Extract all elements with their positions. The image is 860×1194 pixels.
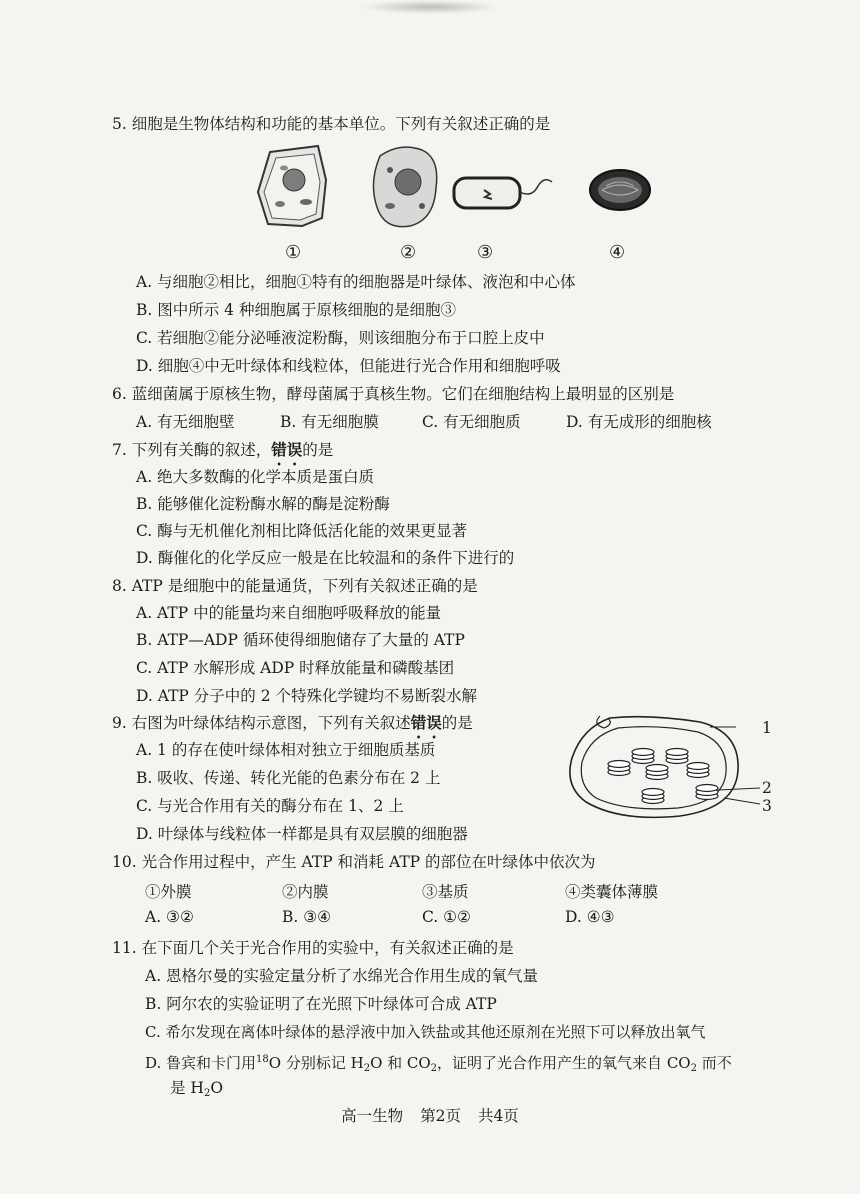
footer-total: 共4页 — [477, 1107, 519, 1125]
q6-stem: 6. 蓝细菌属于原核生物，酵母菌属于真核生物。它们在细胞结构上最明显的区别是 — [112, 385, 675, 403]
q7-emphasis: 错误 — [271, 440, 303, 459]
q11-option-c: C. 希尔发现在离体叶绿体的悬浮液中加入铁盐或其他还原剂在光照下可以释放出氧气 — [145, 1023, 706, 1041]
q7-option-d: D. 酶催化的化学反应一般是在比较温和的条件下进行的 — [136, 549, 515, 567]
q9-stem: 9. 右图为叶绿体结构示意图，下列有关叙述错误的是 — [112, 713, 473, 732]
q11-option-d: D. 鲁宾和卡门用$^{18}$O 分别标记 $H_2O$ 和 $CO_2$，证明了光合作用产生的氧气来自 $CO_2$ 而不 — [145, 1054, 732, 1074]
q10-option-d: D. ④③ — [565, 908, 615, 926]
q10-item-4: ④类囊体薄膜 — [565, 883, 659, 901]
q11-option-a: A. 恩格尔曼的实验定量分析了水绵光合作用生成的氧气量 — [145, 967, 539, 985]
chloroplast-label-1: 1 — [762, 719, 772, 737]
q9-emphasis: 错误 — [410, 713, 442, 732]
figure-label-3: ③ — [477, 242, 494, 263]
q8-option-a: A. ATP 中的能量均来自细胞呼吸释放的能量 — [136, 604, 442, 622]
q10-option-a: A. ③② — [145, 908, 194, 926]
q9-option-c: C. 与光合作用有关的酶分布在 1、2 上 — [136, 797, 404, 815]
q9-option-b: B. 吸收、传递、转化光能的色素分布在 2 上 — [136, 769, 441, 787]
figure-label-2: ② — [400, 242, 417, 263]
footer-page: 第2页 — [420, 1107, 461, 1125]
q11-stem: 11. 在下面几个关于光合作用的实验中，有关叙述正确的是 — [112, 939, 514, 957]
q6-option-d: D. 有无成形的细胞核 — [566, 413, 712, 431]
q7-option-c: C. 酶与无机催化剂相比降低活化能的效果更显著 — [136, 522, 468, 540]
q10-item-1: ①外膜 — [145, 883, 192, 901]
q9-option-a: A. 1 的存在使叶绿体相对独立于细胞质基质 — [136, 741, 436, 759]
q6-option-a: A. 有无细胞壁 — [136, 413, 235, 431]
q10-item-2: ②内膜 — [282, 883, 329, 901]
q8-option-b: B. ATP—ADP 循环使得细胞储存了大量的 ATP — [136, 631, 465, 649]
q10-item-3: ③基质 — [422, 883, 469, 901]
figure-label-4: ④ — [609, 242, 626, 263]
q10-option-b: B. ③④ — [282, 908, 332, 926]
q8-stem: 8. ATP 是细胞中的能量通货，下列有关叙述正确的是 — [112, 577, 478, 595]
scan-smudge — [360, 0, 500, 14]
q6-option-c: C. 有无细胞质 — [422, 413, 521, 431]
q10-option-c: C. ①② — [422, 908, 471, 926]
animal-cell-figure — [373, 147, 436, 227]
q9-option-d: D. 叶绿体与线粒体一样都是具有双层膜的细胞器 — [136, 825, 468, 843]
chloroplast-label-2: 2 — [762, 779, 772, 797]
q8-option-c: C. ATP 水解形成 ADP 时释放能量和磷酸基团 — [136, 659, 455, 677]
plant-cell-figure — [258, 146, 326, 226]
q7-option-a: A. 绝大多数酶的化学本质是蛋白质 — [136, 468, 375, 486]
cyanobacterium-figure — [590, 170, 650, 210]
figure-label-1: ① — [285, 242, 302, 263]
footer-subject: 高一生物 — [341, 1107, 404, 1125]
q5-option-a: A. 与细胞②相比，细胞①特有的细胞器是叶绿体、液泡和中心体 — [136, 273, 576, 291]
chloroplast-label-3: 3 — [762, 797, 772, 815]
bacterium-figure — [454, 178, 552, 208]
q11-option-b: B. 阿尔农的实验证明了在光照下叶绿体可合成 ATP — [145, 995, 497, 1013]
q6-option-b: B. 有无细胞膜 — [280, 413, 379, 431]
q11-option-d-continuation: 是 $H_2O$ — [170, 1079, 224, 1099]
chloroplast-diagram — [560, 710, 780, 830]
q5-option-d: D. 细胞④中无叶绿体和线粒体，但能进行光合作用和细胞呼吸 — [136, 357, 561, 375]
q8-option-d: D. ATP 分子中的 2 个特殊化学键均不易断裂水解 — [136, 687, 477, 705]
q5-option-c: C. 若细胞②能分泌唾液淀粉酶，则该细胞分布于口腔上皮中 — [136, 329, 545, 347]
q7-option-b: B. 能够催化淀粉酶水解的酶是淀粉酶 — [136, 495, 390, 513]
q7-stem: 7. 下列有关酶的叙述，错误的是 — [112, 440, 334, 459]
q5-option-b: B. 图中所示 4 种细胞属于原核细胞的是细胞③ — [136, 301, 456, 319]
q5-stem: 5. 细胞是生物体结构和功能的基本单位。下列有关叙述正确的是 — [112, 115, 551, 133]
q10-stem: 10. 光合作用过程中，产生 ATP 和消耗 ATP 的部位在叶绿体中依次为 — [112, 853, 596, 871]
page-footer — [0, 1104, 860, 1126]
